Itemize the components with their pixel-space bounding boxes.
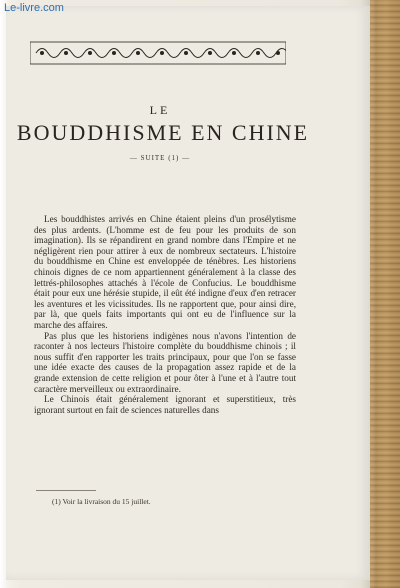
paragraph: Le Chinois était généralement ignorant et superstitieux, très ignorant surtout en fait de sciences naturelles dans	[34, 394, 296, 415]
watermark: Le-livre.com	[4, 2, 64, 14]
title-prefix: LE	[149, 103, 171, 117]
paragraph: Les bouddhistes arrivés en Chine étaient pleins d'un prosélytisme des plus ardents. (L'homme est de feu pour les produits de son imagination). Ils se répandirent en grand nombre dans l'Empire et ne négligèrent rien pour attirer à eux de nombreux sectateurs. L'histoire du bouddhisme en Chine est enveloppée de ténèbres. Les historiens chinois dignes de ce nom appartiennent généralement à la classe des lettrés-philosophes attachés à l'école de Confucius. Le bouddhisme était pour eux une hérésie stupide, il eût été indigne d'eux d'en retracer les aventures et les vicissitudes. Ils ne rapportent que, pour ainsi dire, par là, que quels faits importants qui ont eu de l'influence sur la marche des affaires.	[34, 214, 296, 330]
article-body	[34, 214, 296, 415]
footnote: (1) Voir la livraison du 15 juillet.	[52, 497, 151, 506]
paragraph: Pas plus que les historiens indigènes nous n'avons l'intention de raconter à nos lecteurs l'histoire complète du bouddhisme chinois ; il nous suffit d'en rapporter les traits principaux, pour que l'on se fasse une idée exacte des causes de la propagation assez rapide et de la grande extension de cette religion et pour ôter à l'une et à l'autre tout caractère merveilleux ou extraordinaire.	[34, 330, 296, 394]
page-title: BOUDDHISME EN CHINE	[16, 120, 310, 145]
footnote-divider	[36, 490, 96, 491]
decorative-ornament-band	[30, 40, 286, 66]
book-page-edges	[370, 0, 400, 588]
subtitle: — SUITE (1) —	[129, 154, 191, 162]
